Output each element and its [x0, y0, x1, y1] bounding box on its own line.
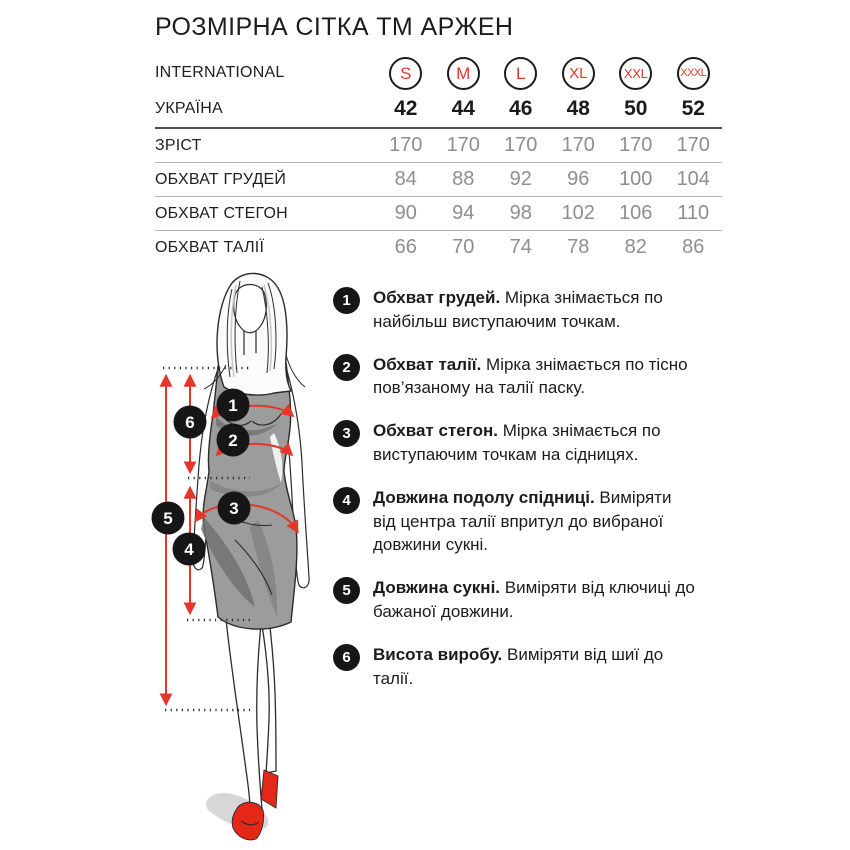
- size-badge-xxl: XXL: [619, 57, 652, 90]
- page-title: РОЗМІРНА СІТКА ТМ АРЖЕН: [155, 13, 514, 41]
- measurement-value: 102: [561, 202, 595, 224]
- legend-item: [333, 353, 733, 401]
- measurement-value: 170: [446, 134, 480, 156]
- value-cell: [550, 134, 608, 157]
- legend-term: Довжина сукні.: [373, 578, 501, 598]
- value-cell: [607, 202, 665, 225]
- measurement-value: 170: [619, 134, 653, 156]
- figure-marker-5: [152, 502, 185, 535]
- value-cell: [607, 236, 665, 259]
- measurement-value: 170: [504, 134, 538, 156]
- measurement-value: 110: [677, 202, 710, 224]
- size-cell: [435, 57, 493, 90]
- ukraine-size-value: 50: [624, 96, 648, 120]
- value-cell: [665, 236, 723, 259]
- legend-number-badge: 1: [333, 287, 360, 314]
- value-cell: [550, 236, 608, 259]
- ukraine-size-value: 46: [509, 96, 533, 120]
- legend-term: Обхват стегон.: [373, 421, 498, 441]
- size-cell: [377, 57, 435, 90]
- value-cell: [607, 168, 665, 191]
- svg-text:1: 1: [228, 396, 238, 415]
- ukraine-size-value: 48: [566, 96, 590, 120]
- value-cell: [607, 134, 665, 157]
- measurement-value: 96: [567, 168, 590, 190]
- measurement-value: 170: [389, 134, 423, 156]
- size-table: [155, 54, 722, 264]
- size-cell: [550, 57, 608, 90]
- value-cell: [492, 236, 550, 259]
- ukraine-size-cell: [377, 97, 435, 121]
- measurement-value: 100: [619, 168, 653, 190]
- value-cell: [435, 236, 493, 259]
- legend-item: [333, 286, 733, 334]
- measurement-rows: [155, 127, 722, 264]
- row-label-ukraine: УКРАЇНА: [155, 99, 223, 117]
- value-cell: [665, 168, 723, 191]
- face: [234, 285, 267, 333]
- ukraine-size-cell: [550, 97, 608, 121]
- size-badge-m: M: [447, 57, 480, 90]
- legend-description: Виміряти від ключиці до бажаної довжини.: [373, 578, 695, 621]
- size-cell: [665, 57, 723, 90]
- row-international: [155, 54, 722, 92]
- svg-text:4: 4: [184, 540, 194, 559]
- measurement-value: 88: [452, 168, 475, 190]
- ukraine-size-cell: [435, 97, 493, 121]
- value-cell: [377, 236, 435, 259]
- back-leg: [262, 625, 276, 773]
- measurement-value: 170: [676, 134, 710, 156]
- row-label: ОБХВАТ ГРУДЕЙ: [155, 170, 287, 188]
- svg-text:2: 2: [228, 431, 238, 450]
- legend-number-badge: 4: [333, 487, 360, 514]
- measurement-value: 106: [619, 202, 653, 224]
- size-badge-s: S: [389, 57, 422, 90]
- legend-item: [333, 486, 733, 557]
- legend-text: [373, 286, 695, 334]
- legend-text: [373, 643, 695, 691]
- size-badge-l: L: [504, 57, 537, 90]
- measurement-value: 86: [682, 236, 705, 258]
- measurement-value: 82: [624, 236, 647, 258]
- value-cell: [435, 202, 493, 225]
- figure-marker-3: [218, 492, 251, 525]
- value-cell: [435, 134, 493, 157]
- value-cell: [550, 168, 608, 191]
- legend-term: Довжина подолу спідниці.: [373, 487, 595, 507]
- ukraine-size-value: 44: [451, 96, 475, 120]
- legend-term: Висота виробу.: [373, 644, 503, 664]
- ukraine-size-cell: [492, 97, 550, 121]
- value-cell: [665, 134, 723, 157]
- figure-marker-6: [174, 406, 207, 439]
- front-shoe: [232, 802, 263, 840]
- row-label: ЗРІСТ: [155, 136, 202, 154]
- figure-marker-4: [173, 533, 206, 566]
- table-row: [155, 162, 722, 196]
- legend-description: Мірка знімається по тісно пов’язаному на талії паску.: [373, 354, 688, 398]
- value-cell: [435, 168, 493, 191]
- head: [204, 273, 305, 395]
- table-row: [155, 129, 722, 162]
- measurement-value: 94: [452, 202, 475, 224]
- legend-item: [333, 419, 733, 467]
- size-badge-xl: XL: [562, 57, 595, 90]
- ukraine-size-cell: [607, 97, 665, 121]
- measurement-figure: [140, 265, 340, 845]
- table-row: [155, 196, 722, 230]
- legend-number-badge: 2: [333, 354, 360, 381]
- row-label: ОБХВАТ СТЕГОН: [155, 204, 288, 222]
- legend-number-badge: 5: [333, 577, 360, 604]
- measurement-value: 90: [394, 202, 417, 224]
- row-label-international: INTERNATIONAL: [155, 64, 285, 81]
- value-cell: [377, 202, 435, 225]
- svg-text:5: 5: [163, 509, 173, 528]
- legend-description: Виміряти від центра талії впритул до вибраної довжини сукні.: [373, 487, 672, 555]
- legend-number-badge: 3: [333, 420, 360, 447]
- value-cell: [550, 202, 608, 225]
- legend-item: [333, 643, 733, 691]
- row-label: ОБХВАТ ТАЛІЇ: [155, 238, 265, 256]
- ukraine-size-value: 52: [681, 96, 705, 120]
- measurement-value: 84: [394, 168, 417, 190]
- table-row: [155, 230, 722, 264]
- figure-marker-1: [217, 389, 250, 422]
- measurement-value: 98: [509, 202, 532, 224]
- value-cell: [377, 168, 435, 191]
- legend-number-badge: 6: [333, 644, 360, 671]
- figure-marker-2: [217, 424, 250, 457]
- legend-text: [373, 419, 695, 467]
- legend-text: [373, 576, 695, 624]
- legend-term: Обхват грудей.: [373, 288, 501, 307]
- size-badge-xxxl: XXXL: [677, 57, 710, 90]
- ukraine-size-value: 42: [394, 96, 418, 120]
- legend: [333, 286, 733, 709]
- value-cell: [665, 202, 723, 225]
- value-cell: [492, 168, 550, 191]
- measurement-value: 74: [509, 236, 532, 258]
- legend-text: [373, 486, 695, 557]
- svg-text:3: 3: [229, 499, 239, 518]
- legend-item: [333, 576, 733, 624]
- value-cell: [377, 134, 435, 157]
- legend-description: Виміряти від шиї до талії.: [373, 644, 664, 688]
- value-cell: [492, 202, 550, 225]
- measurement-value: 170: [561, 134, 595, 156]
- svg-text:6: 6: [185, 413, 195, 432]
- size-cell: [607, 57, 665, 90]
- row-ukraine: [155, 92, 722, 127]
- legend-description: Мірка знімається по виступаючим точкам на сідницях.: [373, 421, 661, 464]
- size-cell: [492, 57, 550, 90]
- ukraine-size-cell: [665, 97, 723, 121]
- front-leg: [226, 619, 262, 809]
- legend-term: Обхват талії.: [373, 354, 482, 374]
- measurement-value: 104: [676, 168, 710, 190]
- back-shoe: [261, 770, 278, 808]
- measurement-value: 66: [394, 236, 417, 258]
- measurement-value: 92: [509, 168, 532, 190]
- legend-description: Мірка знімається по найбільш виступаючим точкам.: [373, 288, 663, 331]
- value-cell: [492, 134, 550, 157]
- measurement-value: 70: [452, 236, 475, 258]
- measurement-value: 78: [567, 236, 590, 258]
- legend-text: [373, 353, 695, 401]
